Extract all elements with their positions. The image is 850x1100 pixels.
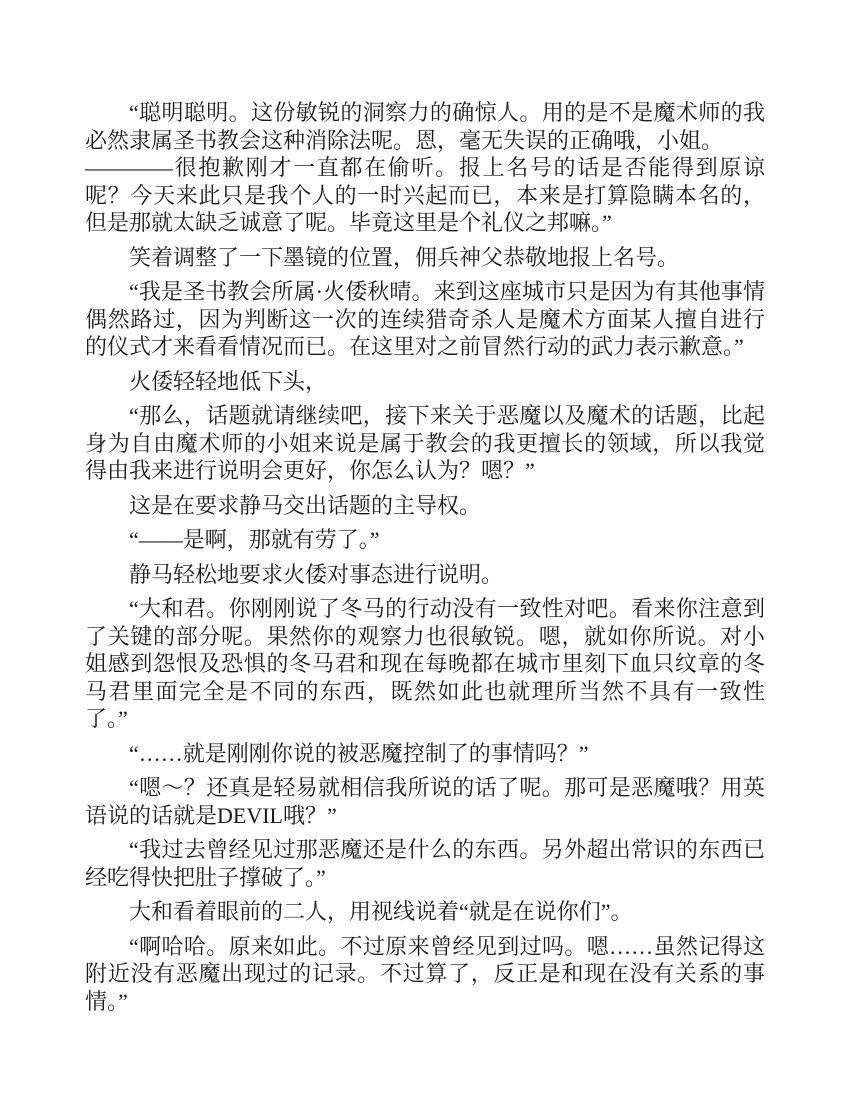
paragraph: “聪明聪明。这份敏锐的洞察力的确惊人。用的是不是魔术师的我必然隶属圣书教会这种消除法呢。恩，毫无失误的正确哦，小姐。 [85,100,765,153]
paragraph: 这是在要求静马交出话题的主导权。 [129,492,482,518]
paragraph: “啊哈哈。原来如此。不过原来曾经见到过吗。嗯……虽然记得这附近没有恶魔出现过的记录。不过算了，反正是和现在没有关系的事情。” [85,933,765,1014]
paragraph: “我过去曾经见过那恶魔还是什么的东西。另外超出常识的东西已经吃得快把肚子撑破了。” [85,837,765,890]
paragraph: 大和看着眼前的二人，用视线说着“就是在说你们”。 [129,899,633,924]
paragraph: “大和君。你刚刚说了冬马的行动没有一致性对吧。看来你注意到了关键的部分呢。果然你的观察力也很敏锐。嗯，就如你所说。对小姐感到怨恨及恐惧的冬马君和现在每晚都在城市里刻下血只纹章的冬马君里面完全是不同的东西，既然如此也就理所当然不具有一致性了。” [85,596,765,731]
paragraph: “那么，话题就请继续吧，接下来关于恶魔以及魔术的话题，比起身为自由魔术师的小姐来说是属于教会的我更擅长的领域，所以我觉得由我来进行说明会更好，你怎么认为？嗯？” [85,403,765,483]
paragraph: “——是啊，那就有劳了。” [129,527,380,552]
paragraph: “嗯～？还真是轻易就相信我所说的话了呢。那可是恶魔哦？用英语说的话就是DEVIL哦？” [85,775,765,828]
paragraph: 笑着调整了一下墨镜的位置，佣兵神父恭敬地报上名号。 [129,244,680,270]
paragraph-continuation: ————很抱歉刚才一直都在偷听。报上名号的话是否能得到原谅呢？今天来此只是我个人的一时兴起而已，本来是打算隐瞒本名的，但是那就太缺乏诚意了呢。毕竟这里是个礼仪之邦嘛。” [85,155,765,235]
page-text-block [85,99,765,1022]
paragraph: “……就是刚刚你说的被恶魔控制了的事情吗？” [129,740,589,766]
paragraph: 静马轻松地要求火倭对事态进行说明。 [129,561,504,587]
paragraph: 火倭轻轻地低下头， [129,368,328,394]
paragraph: “我是圣书教会所属·火倭秋晴。来到这座城市只是因为有其他事情偶然路过，因为判断这一次的连续猎奇杀人是魔术方面某人擅自进行的仪式才来看看情况而已。在这里对之前冒然行动的武力表示歉意。” [85,279,765,359]
